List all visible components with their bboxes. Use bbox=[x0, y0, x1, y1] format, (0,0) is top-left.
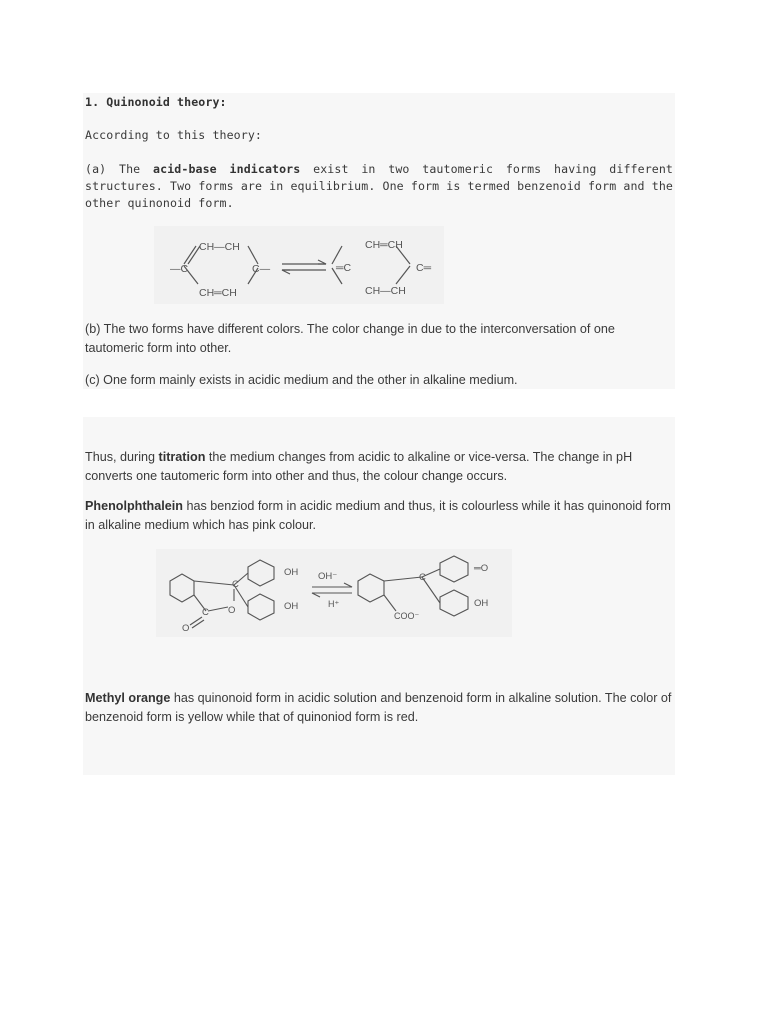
phenolphthalein-paragraph: Phenolphthalein has benziod form in acidic medium and thus, it is colourless while it has quinonoid form in alkaline medium which has pink colour. bbox=[85, 499, 671, 532]
phenolphthalein-figure bbox=[156, 549, 512, 637]
label-o-double: ═O bbox=[474, 563, 489, 574]
point-c: (c) One form mainly exists in acidic medium and the other in alkaline medium. bbox=[85, 373, 518, 387]
label-coo: COO⁻ bbox=[394, 611, 420, 621]
section-heading: 1. Quinonoid theory: bbox=[85, 95, 227, 109]
label-oh-right: OH bbox=[474, 598, 489, 609]
intro-text: According to this theory: bbox=[85, 128, 263, 142]
label-c-carbonyl: C bbox=[202, 607, 209, 618]
label-right-sub2: C═ bbox=[416, 262, 432, 274]
label-o-ring: O bbox=[228, 605, 236, 616]
label-top-left: CH—CH bbox=[199, 241, 240, 253]
label-bottom-right: CH—CH bbox=[365, 285, 406, 297]
point-a: (a) The acid-base indicators exist in two tautomeric forms having different structures. Two forms are in equilibrium. One form is termed benzenoid form and the other quinonoid form. bbox=[85, 162, 674, 210]
label-left-sub: —C bbox=[170, 263, 189, 275]
label-top-right: CH═CH bbox=[365, 239, 403, 251]
label-c-left: C bbox=[232, 579, 239, 590]
methyl-orange-paragraph: Methyl orange has quinonoid form in acidic solution and benzenoid form in alkaline solution. The color of benzenoid form is yellow while that of quinoniod form is red. bbox=[85, 691, 672, 724]
point-b: (b) The two forms have different colors. The color change in due to the interconversation of one tautomeric form into other. bbox=[85, 322, 615, 355]
label-left-sub2: ═C bbox=[336, 262, 352, 274]
label-oh-top: OH bbox=[284, 567, 299, 578]
titration-paragraph: Thus, during titration the medium changes from acidic to alkaline or vice-versa. The change in pH converts one tautomeric form into other and thus, the colour change occurs. bbox=[85, 450, 633, 483]
label-bottom-left: CH═CH bbox=[199, 287, 237, 299]
label-reagent-top: OH⁻ bbox=[318, 571, 338, 582]
label-o-carbonyl: O bbox=[182, 623, 190, 634]
label-c-right: C bbox=[419, 572, 426, 583]
label-right-sub: C— bbox=[252, 263, 271, 275]
label-oh-bottom: OH bbox=[284, 601, 299, 612]
tautomer-figure bbox=[154, 226, 444, 304]
label-reagent-bottom: H⁺ bbox=[328, 599, 340, 609]
